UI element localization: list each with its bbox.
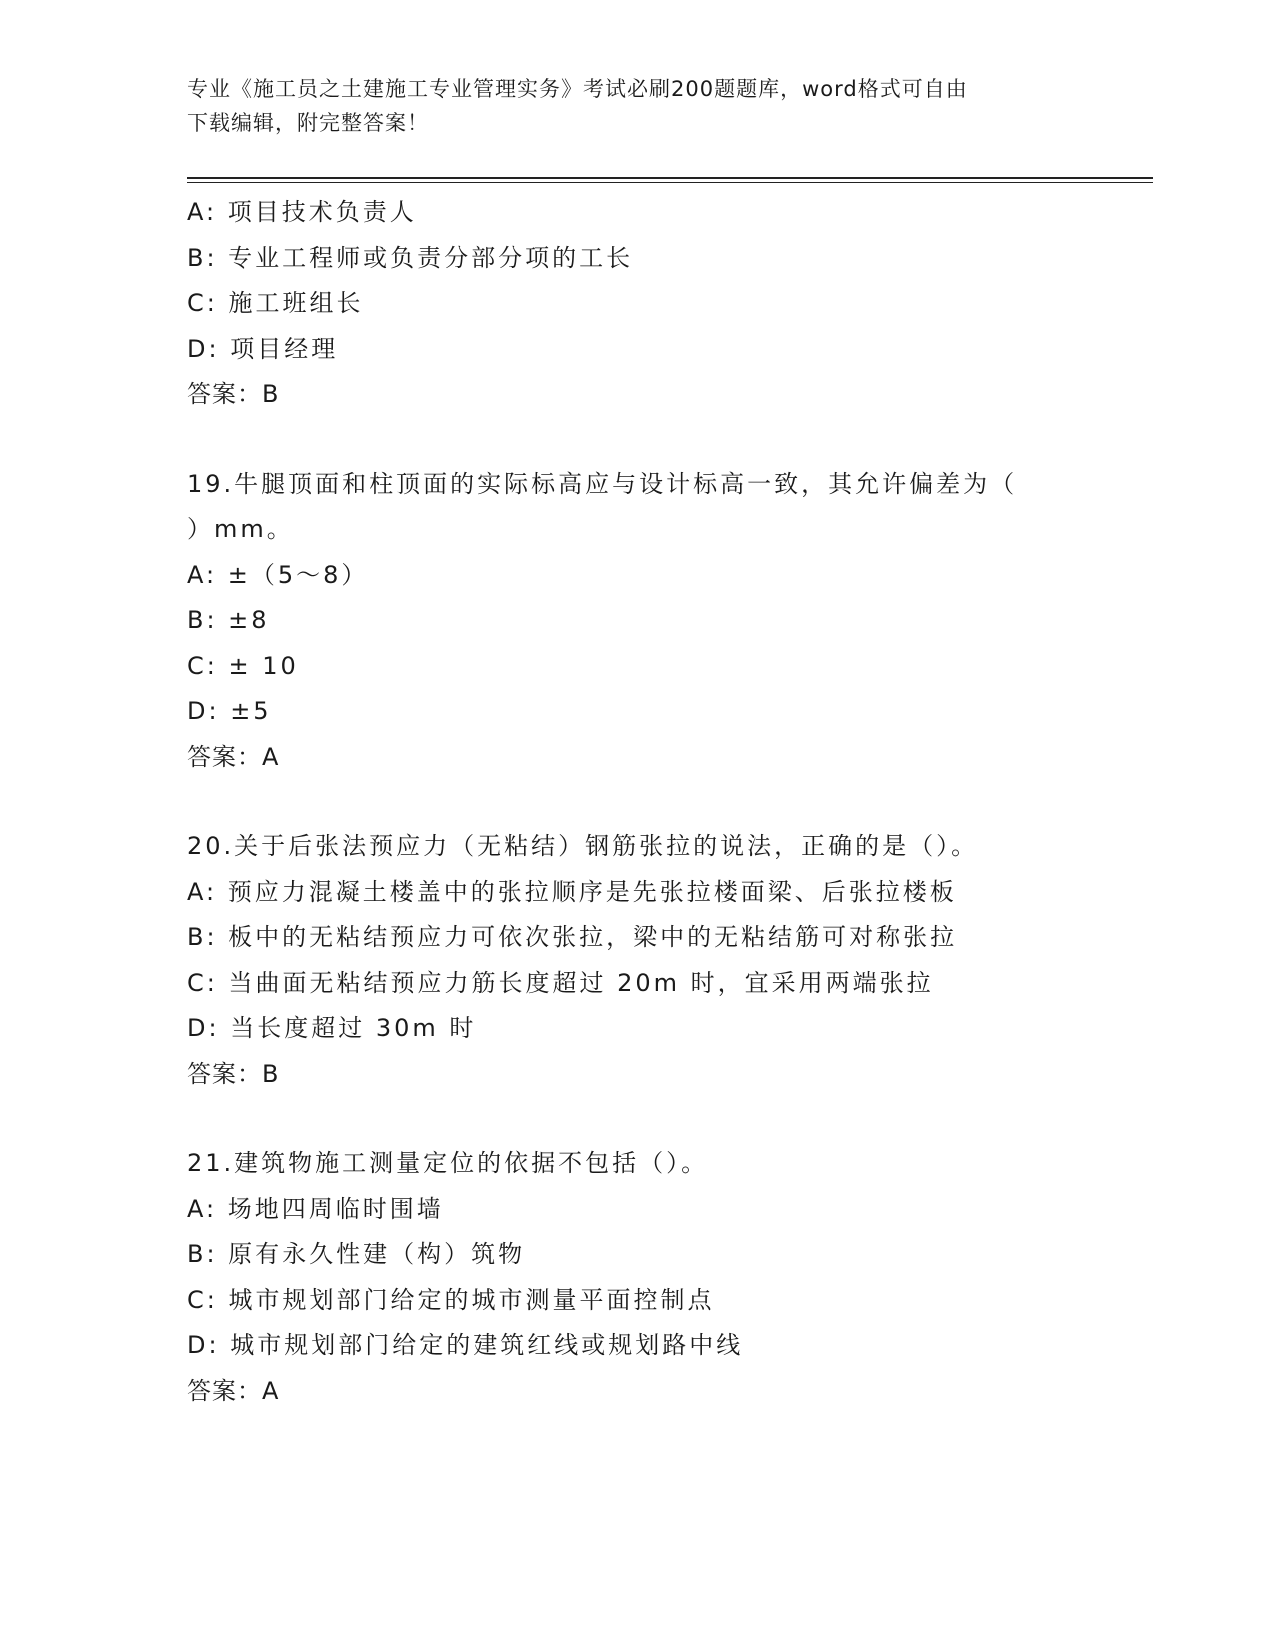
option-b: B: 板中的无粘结预应力可依次张拉，梁中的无粘结筋可对称张拉	[187, 923, 958, 951]
answer: 答案：B	[187, 380, 280, 408]
option-d: D: 项目经理	[187, 334, 339, 363]
option-c: C: 施工班组长	[187, 289, 364, 317]
option-b: B: ±8	[187, 606, 270, 634]
question-block-20	[187, 824, 1147, 1097]
option-b: B: 原有永久性建（构）筑物	[187, 1240, 526, 1268]
option-a: A: ±（5～8）	[187, 560, 369, 589]
option-d: D: 当长度超过 30m 时	[187, 1014, 477, 1042]
header-line-2: 下载编辑，附完整答案！	[187, 111, 429, 135]
question-block-21	[187, 1141, 1147, 1414]
question-block-19	[187, 462, 1147, 781]
question-text: 20.关于后张法预应力（无粘结）钢筋张拉的说法，正确的是（）。	[187, 832, 979, 860]
header-line-1: 专业《施工员之土建施工专业管理实务》考试必刷200题题库，word格式可自由	[187, 77, 968, 101]
option-c: C: 当曲面无粘结预应力筋长度超过 20m 时，宜采用两端张拉	[187, 968, 934, 997]
document-header	[187, 72, 1087, 140]
option-a: A: 场地四周临时围墙	[187, 1194, 444, 1223]
question-text: 21.建筑物施工测量定位的依据不包括（）。	[187, 1149, 709, 1177]
option-d: D: ±5	[187, 697, 272, 725]
option-a: A: 预应力混凝土楼盖中的张拉顺序是先张拉楼面梁、后张拉楼板	[187, 877, 957, 906]
header-divider-thin	[187, 182, 1153, 183]
question-text-line-2: ）mm。	[187, 515, 294, 543]
answer: 答案：A	[187, 742, 280, 771]
question-block-18	[187, 190, 1147, 418]
question-text-line-1: 19.牛腿顶面和柱顶面的实际标高应与设计标高一致，其允许偏差为（	[187, 469, 1018, 498]
option-c: C: ± 10	[187, 651, 299, 680]
question-list	[187, 190, 1147, 1414]
header-divider-thick	[187, 177, 1153, 179]
answer: 答案：A	[187, 1376, 280, 1405]
option-a: A: 项目技术负责人	[187, 198, 417, 226]
option-c: C: 城市规划部门给定的城市测量平面控制点	[187, 1285, 715, 1314]
option-b: B: 专业工程师或负责分部分项的工长	[187, 243, 634, 272]
option-d: D: 城市规划部门给定的建筑红线或规划路中线	[187, 1331, 744, 1359]
answer: 答案：B	[187, 1059, 280, 1088]
